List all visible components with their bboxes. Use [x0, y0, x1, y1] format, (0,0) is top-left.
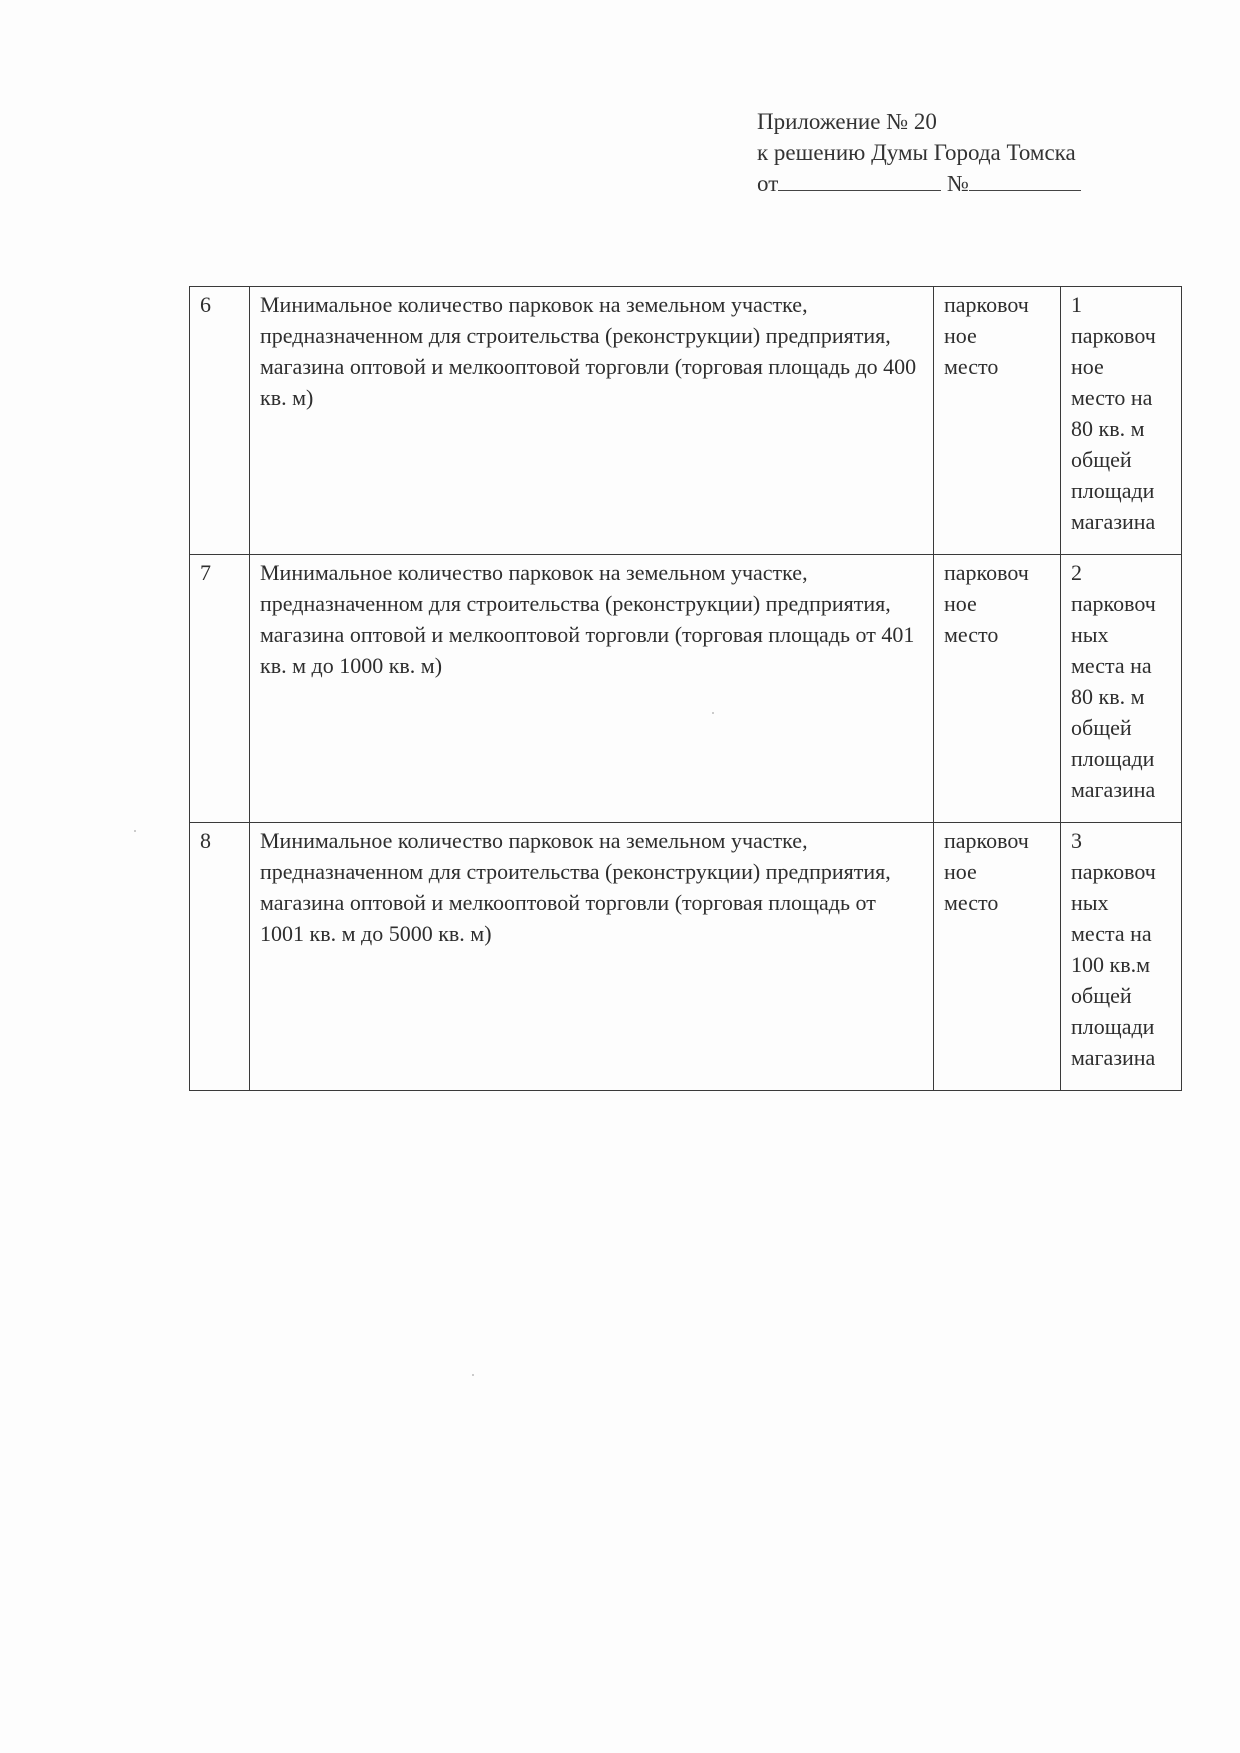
- appendix-reference: к решению Думы Города Томска: [757, 140, 1076, 165]
- value-line: ное: [1071, 354, 1104, 379]
- value-line: площади: [1071, 478, 1155, 503]
- value-line: места на: [1071, 921, 1152, 946]
- unit-line: ное: [944, 591, 977, 616]
- row-number: 7: [190, 555, 250, 823]
- norm-description: Минимальное количество парковок на земельном участке, предназначенном для строительства (реконструкции) предприятия, магазина оптовой и мелкооптовой торговли (торговая площадь до 400 кв. м): [250, 287, 934, 555]
- unit-of-measure: [934, 823, 1061, 1091]
- unit-of-measure: [934, 287, 1061, 555]
- value-line: парковоч: [1071, 591, 1156, 616]
- row-number: 6: [190, 287, 250, 555]
- unit-line: место: [944, 354, 999, 379]
- parking-norms-table-body: [190, 287, 1182, 1091]
- row-number: 8: [190, 823, 250, 1091]
- unit-line: парковоч: [944, 560, 1029, 585]
- unit-of-measure: [934, 555, 1061, 823]
- parking-norms-table: [189, 286, 1182, 1091]
- norm-value: [1061, 823, 1182, 1091]
- unit-line: ное: [944, 323, 977, 348]
- unit-line: ное: [944, 859, 977, 884]
- value-line: 80 кв. м: [1071, 684, 1145, 709]
- value-line: магазина: [1071, 1045, 1156, 1070]
- value-line: 80 кв. м: [1071, 416, 1145, 441]
- norm-value: [1061, 287, 1182, 555]
- appendix-title: Приложение № 20: [757, 109, 937, 134]
- value-line: парковоч: [1071, 859, 1156, 884]
- value-line: 2: [1071, 560, 1082, 585]
- scan-speck: [712, 712, 714, 714]
- unit-line: парковоч: [944, 828, 1029, 853]
- value-line: общей: [1071, 715, 1132, 740]
- unit-line: парковоч: [944, 292, 1029, 317]
- scan-speck: [472, 1374, 474, 1376]
- value-line: 100 кв.м: [1071, 952, 1150, 977]
- date-prefix: от: [757, 171, 779, 196]
- value-line: площади: [1071, 1014, 1155, 1039]
- scan-speck: [134, 830, 136, 832]
- value-line: места на: [1071, 653, 1152, 678]
- value-line: площади: [1071, 746, 1155, 771]
- value-line: 1: [1071, 292, 1082, 317]
- number-blank: [969, 170, 1081, 191]
- value-line: общей: [1071, 983, 1132, 1008]
- table-row: [190, 287, 1182, 555]
- value-line: магазина: [1071, 777, 1156, 802]
- appendix-header: [757, 106, 1081, 199]
- value-line: 3: [1071, 828, 1082, 853]
- unit-line: место: [944, 890, 999, 915]
- table-row: [190, 823, 1182, 1091]
- appendix-date-number-line: [757, 168, 1081, 199]
- number-prefix: №: [947, 171, 969, 196]
- value-line: ных: [1071, 890, 1109, 915]
- value-line: место на: [1071, 385, 1153, 410]
- table-row: [190, 555, 1182, 823]
- norm-value: [1061, 555, 1182, 823]
- value-line: магазина: [1071, 509, 1156, 534]
- date-blank: [778, 170, 941, 191]
- norm-description: Минимальное количество парковок на земельном участке, предназначенном для строительства (реконструкции) предприятия, магазина оптовой и мелкооптовой торговли (торговая площадь от 1001 кв. м до 5000 кв. м): [250, 823, 934, 1091]
- unit-line: место: [944, 622, 999, 647]
- norm-description: Минимальное количество парковок на земельном участке, предназначенном для строительства (реконструкции) предприятия, магазина оптовой и мелкооптовой торговли (торговая площадь от 401 кв. м до 1000 кв. м): [250, 555, 934, 823]
- value-line: парковоч: [1071, 323, 1156, 348]
- value-line: общей: [1071, 447, 1132, 472]
- value-line: ных: [1071, 622, 1109, 647]
